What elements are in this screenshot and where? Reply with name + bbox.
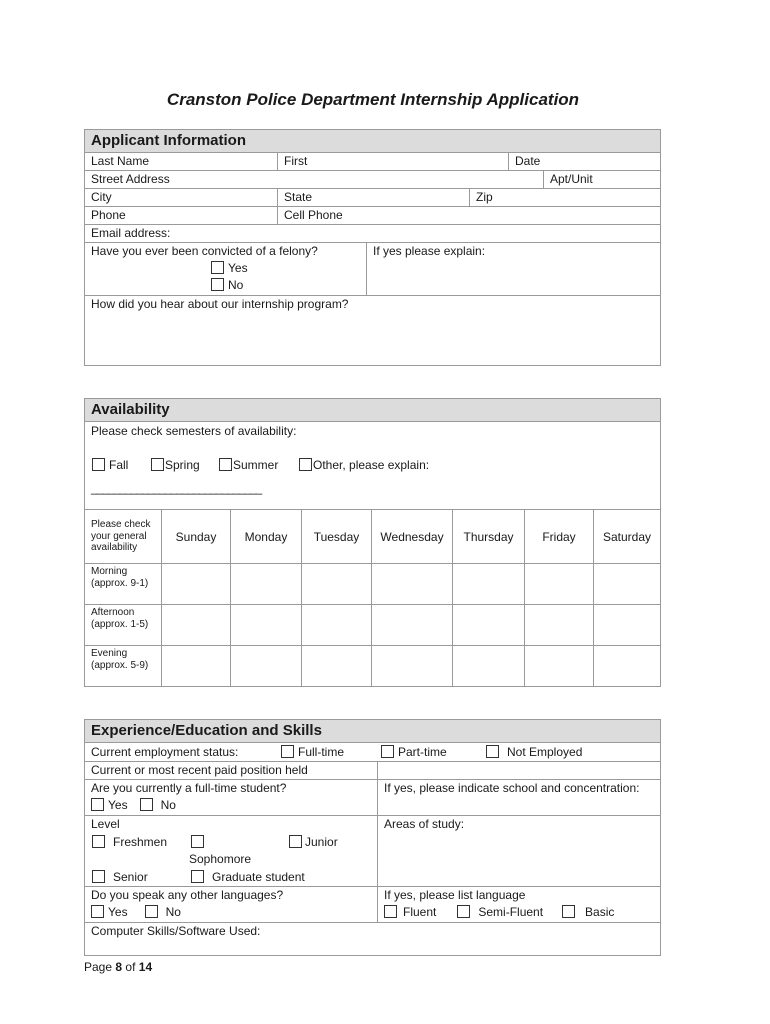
felony-question-cell	[85, 243, 366, 295]
apt-unit-field[interactable]	[543, 171, 660, 188]
email-label: Email address:	[91, 226, 171, 240]
fluent-checkbox[interactable]	[384, 905, 397, 918]
graduate-checkbox[interactable]	[191, 870, 204, 883]
senior-label: Senior	[113, 870, 148, 884]
phone-field[interactable]	[85, 207, 277, 224]
school-concentration-label: If yes, please indicate school and concentration:	[384, 781, 640, 795]
not-employed-checkbox[interactable]	[486, 745, 499, 758]
availability-cell[interactable]	[453, 646, 525, 687]
junior-label: Junior	[305, 835, 338, 849]
availability-cell[interactable]	[372, 564, 453, 605]
level-cell	[85, 816, 377, 886]
section-heading: Availability	[85, 399, 660, 422]
languages-no-checkbox[interactable]	[145, 905, 158, 918]
state-field[interactable]	[277, 189, 469, 206]
languages-no-label: No	[165, 905, 181, 919]
languages-row	[85, 887, 660, 923]
areas-of-study-field[interactable]	[377, 816, 660, 886]
experience-section	[84, 719, 661, 956]
student-question: Are you currently a full-time student?	[91, 781, 287, 795]
row-label-afternoon: Afternoon (approx. 1-5)	[85, 605, 162, 646]
zip-field[interactable]	[469, 189, 660, 206]
employment-label: Current employment status:	[91, 745, 239, 759]
hear-about-field[interactable]	[85, 296, 660, 366]
basic-label: Basic	[585, 905, 615, 919]
employment-row	[85, 743, 660, 762]
availability-grid	[84, 509, 661, 687]
availability-corner-label: Please check your general availability	[85, 510, 162, 564]
cell-phone-label: Cell Phone	[284, 208, 343, 222]
availability-cell[interactable]	[231, 564, 302, 605]
fall-checkbox[interactable]	[92, 458, 105, 471]
recent-position-extra[interactable]	[377, 762, 660, 779]
languages-question: Do you speak any other languages?	[91, 888, 284, 902]
junior-checkbox[interactable]	[289, 835, 302, 848]
availability-cell[interactable]	[162, 564, 231, 605]
fall-label: Fall	[109, 458, 129, 472]
availability-cell[interactable]	[231, 605, 302, 646]
sophomore-checkbox[interactable]	[191, 835, 204, 848]
section-heading: Experience/Education and Skills	[85, 720, 660, 743]
row-label-evening: Evening (approx. 5-9)	[85, 646, 162, 687]
availability-cell[interactable]	[453, 564, 525, 605]
state-label: State	[284, 190, 313, 204]
row-label-morning: Morning (approx. 9-1)	[85, 564, 162, 605]
list-language-cell	[377, 887, 660, 922]
position-row	[85, 762, 660, 780]
part-time-checkbox[interactable]	[381, 745, 394, 758]
languages-yes-label: Yes	[108, 905, 128, 919]
level-row	[85, 816, 660, 887]
level-label: Level	[91, 817, 120, 831]
availability-cell[interactable]	[453, 605, 525, 646]
part-time-label: Part-time	[398, 745, 447, 759]
phone-label: Phone	[91, 208, 126, 222]
street-address-field[interactable]	[85, 171, 543, 188]
senior-checkbox[interactable]	[92, 870, 105, 883]
student-yes-checkbox[interactable]	[91, 798, 104, 811]
spring-checkbox[interactable]	[151, 458, 164, 471]
availability-cell[interactable]	[525, 605, 594, 646]
page-total: 14	[138, 960, 153, 974]
semi-fluent-label: Semi-Fluent	[478, 905, 544, 919]
first-name-field[interactable]	[277, 153, 508, 170]
list-language-label: If yes, please list language	[384, 888, 526, 902]
other-label: Other, please explain:	[313, 458, 430, 472]
freshmen-checkbox[interactable]	[92, 835, 105, 848]
first-name-label: First	[284, 154, 308, 168]
street-row	[85, 171, 660, 189]
felony-question: Have you ever been convicted of a felony?	[91, 244, 318, 258]
city-row	[85, 189, 660, 207]
street-address-label: Street Address	[91, 172, 170, 186]
felony-explain-field[interactable]	[366, 243, 660, 295]
availability-cell[interactable]	[594, 605, 661, 646]
day-header-monday: Monday	[231, 510, 302, 564]
apt-unit-label: Apt/Unit	[550, 172, 593, 186]
section-heading: Applicant Information	[85, 130, 660, 153]
semesters-block	[85, 422, 660, 510]
last-name-label: Last Name	[91, 154, 150, 168]
phone-row	[85, 207, 660, 225]
fluent-label: Fluent	[403, 905, 437, 919]
student-question-cell	[85, 780, 377, 815]
languages-question-cell	[85, 887, 377, 922]
felony-explain-label: If yes please explain:	[373, 244, 486, 258]
availability-cell[interactable]	[302, 564, 372, 605]
hear-row	[85, 296, 660, 366]
semesters-prompt: Please check semesters of availability:	[91, 424, 297, 438]
felony-no-checkbox[interactable]	[211, 278, 224, 291]
page-footer	[84, 960, 152, 974]
student-no-checkbox[interactable]	[140, 798, 153, 811]
of-word: of	[125, 960, 136, 974]
city-field[interactable]	[85, 189, 277, 206]
availability-cell[interactable]	[162, 646, 231, 687]
email-field[interactable]	[85, 225, 660, 242]
felony-no-label: No	[228, 278, 244, 292]
availability-cell[interactable]	[525, 564, 594, 605]
felony-yes-label: Yes	[228, 261, 248, 275]
last-name-field[interactable]	[85, 153, 276, 170]
graduate-label: Graduate student	[212, 870, 305, 884]
availability-cell[interactable]	[302, 605, 372, 646]
felony-yes-checkbox[interactable]	[211, 261, 224, 274]
felony-row	[85, 243, 660, 296]
recent-position-field[interactable]	[85, 762, 377, 779]
not-employed-label: Not Employed	[507, 745, 583, 759]
spring-label: Spring	[165, 458, 200, 472]
summer-label: Summer	[233, 458, 279, 472]
summer-checkbox[interactable]	[219, 458, 232, 471]
page-number: 8	[115, 960, 123, 974]
basic-checkbox[interactable]	[562, 905, 575, 918]
day-header-sunday: Sunday	[162, 510, 231, 564]
languages-yes-checkbox[interactable]	[91, 905, 104, 918]
page-title: Cranston Police Department Internship Application	[166, 90, 580, 109]
city-label: City	[91, 190, 112, 204]
freshmen-label: Freshmen	[113, 835, 168, 849]
recent-position-label: Current or most recent paid position held	[91, 763, 308, 777]
semi-fluent-checkbox[interactable]	[457, 905, 470, 918]
computer-row	[85, 923, 660, 956]
hear-about-label: How did you hear about our internship program?	[91, 297, 349, 311]
sophomore-label: Sophomore	[189, 852, 252, 866]
student-no-label: No	[160, 798, 176, 812]
availability-cell[interactable]	[594, 564, 661, 605]
day-header-wednesday: Wednesday	[372, 510, 453, 564]
availability-cell[interactable]	[162, 605, 231, 646]
availability-section	[84, 398, 661, 687]
day-header-tuesday: Tuesday	[302, 510, 372, 564]
full-time-label: Full-time	[298, 745, 345, 759]
day-header-friday: Friday	[525, 510, 594, 564]
computer-skills-label: Computer Skills/Software Used:	[91, 924, 261, 938]
school-concentration-field[interactable]	[377, 780, 660, 815]
day-header-saturday: Saturday	[594, 510, 661, 564]
date-label: Date	[515, 154, 541, 168]
availability-cell[interactable]	[231, 646, 302, 687]
availability-cell[interactable]	[372, 646, 453, 687]
full-time-checkbox[interactable]	[281, 745, 294, 758]
availability-cell[interactable]	[302, 646, 372, 687]
availability-cell[interactable]	[525, 646, 594, 687]
email-row	[85, 225, 660, 243]
date-field[interactable]	[508, 153, 660, 170]
student-row	[85, 780, 660, 816]
zip-label: Zip	[476, 190, 493, 204]
page-word: Page	[84, 960, 113, 974]
student-yes-label: Yes	[108, 798, 128, 812]
cell-phone-field[interactable]	[277, 207, 660, 224]
name-row	[85, 153, 660, 171]
computer-skills-field[interactable]	[85, 923, 660, 956]
availability-cell[interactable]	[372, 605, 453, 646]
applicant-information-section	[84, 129, 661, 366]
day-header-thursday: Thursday	[453, 510, 525, 564]
other-checkbox[interactable]	[299, 458, 312, 471]
availability-cell[interactable]	[594, 646, 661, 687]
areas-of-study-label: Areas of study:	[384, 817, 465, 831]
other-explain-line[interactable]: ______________________________	[91, 481, 262, 495]
